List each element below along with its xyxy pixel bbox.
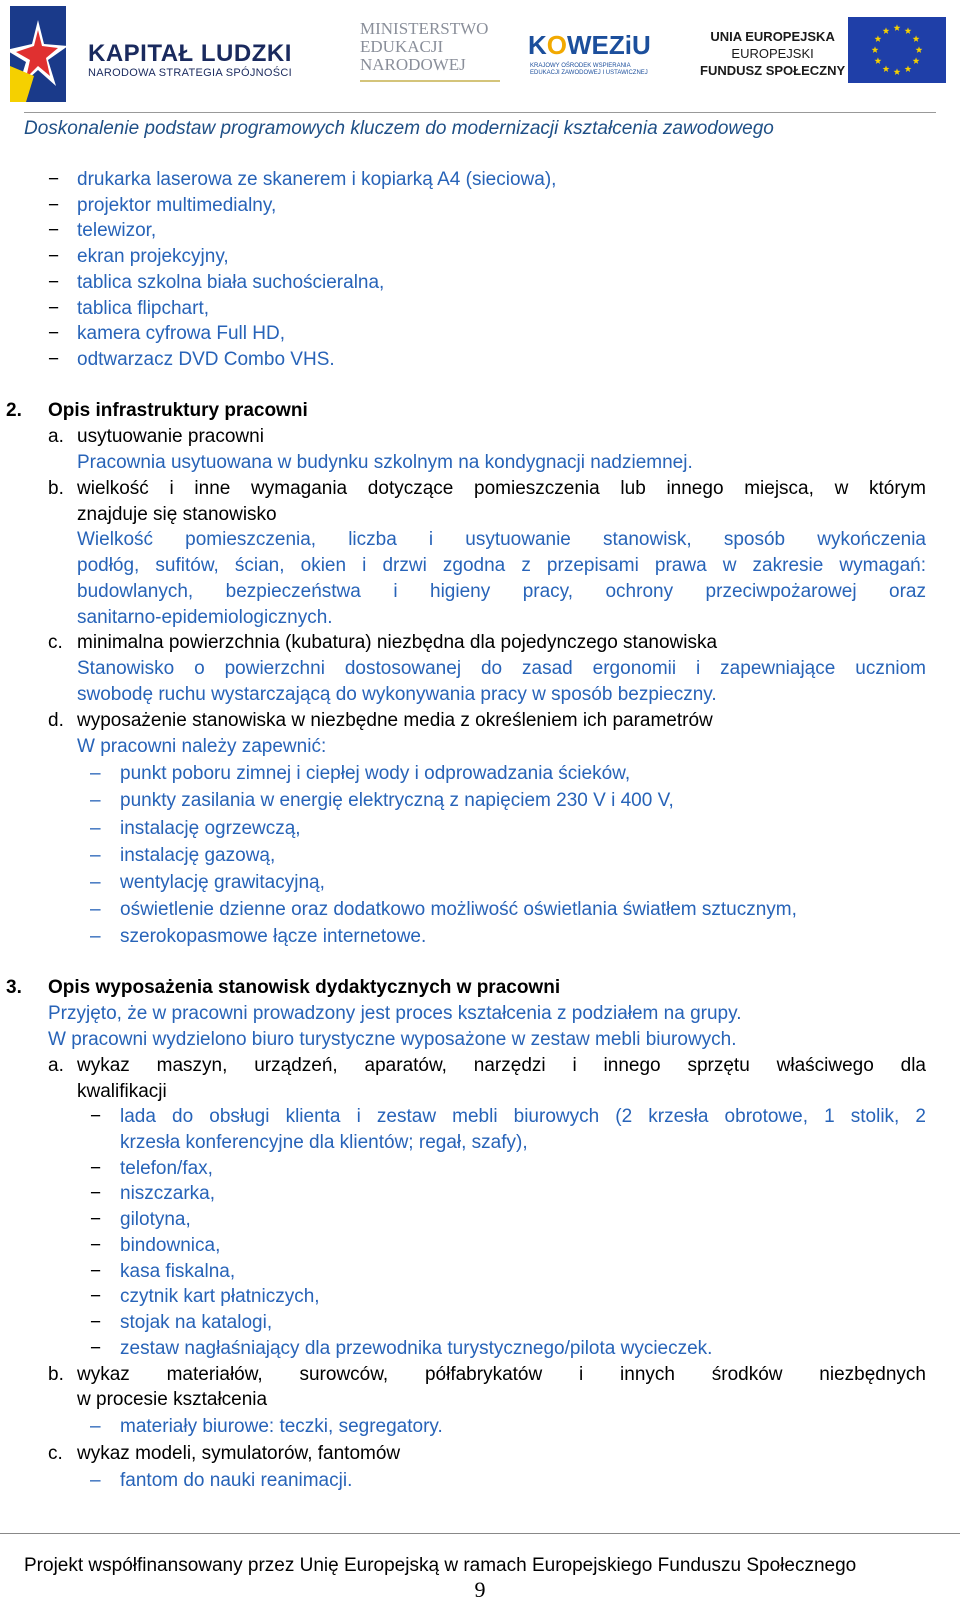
list-item: punkt poboru zimnej i ciepłej wody i odprowadzania ścieków, xyxy=(120,763,631,784)
subsection-marker: c. xyxy=(48,632,63,653)
section-heading: Opis infrastruktury pracowni xyxy=(48,400,308,421)
subsection-title: kwalifikacji xyxy=(77,1081,167,1102)
body-line: W pracowni wydzielono biuro turystyczne wyposażone w zestaw mebli biurowych. xyxy=(48,1029,737,1050)
list-item: drukarka laserowa ze skanerem i kopiarką A4 (sieciowa), xyxy=(77,169,557,190)
subsection-marker: d. xyxy=(48,710,64,731)
list-dash: − xyxy=(90,1158,102,1179)
subsection-title: wyposażenie stanowiska w niezbędne media z określeniem ich parametrów xyxy=(77,710,713,731)
list-item: bindownica, xyxy=(120,1235,221,1256)
list-dash: – xyxy=(90,790,101,811)
subsection-title: w procesie kształcenia xyxy=(77,1389,268,1410)
ministry-logo-text xyxy=(360,20,488,74)
koweziu-subtitle xyxy=(530,63,648,77)
list-item: telewizor, xyxy=(77,220,157,241)
list-item: kamera cyfrowa Full HD, xyxy=(77,323,285,344)
subsection-marker: c. xyxy=(48,1443,63,1464)
list-dash: − xyxy=(90,1338,102,1359)
list-dash: – xyxy=(90,926,101,947)
list-item: kasa fiskalna, xyxy=(120,1261,236,1282)
list-dash: – xyxy=(90,845,101,866)
list-dash: − xyxy=(48,220,60,241)
list-dash: − xyxy=(90,1286,102,1307)
list-dash: – xyxy=(90,872,101,893)
page-number: 9 xyxy=(474,1577,486,1602)
list-item: materiały biurowe: teczki, segregatory. xyxy=(120,1416,443,1437)
list-dash: − xyxy=(48,349,60,370)
list-dash: − xyxy=(48,246,60,267)
list-item: zestaw nagłaśniający dla przewodnika turystycznego/pilota wycieczek. xyxy=(120,1338,713,1359)
list-item-continuation: krzesła konferencyjne dla klientów; regał, szafy), xyxy=(120,1132,528,1153)
list-item: projektor multimedialny, xyxy=(77,195,277,216)
list-item: czytnik kart płatniczych, xyxy=(120,1286,320,1307)
document-title: Doskonalenie podstaw programowych kluczem do modernizacji kształcenia zawodowego xyxy=(24,118,774,139)
list-dash: – xyxy=(90,763,101,784)
list-dash: − xyxy=(90,1312,102,1333)
ministry-logo-underline xyxy=(360,80,500,82)
eu-line: FUNDUSZ SPOŁECZNY xyxy=(700,63,846,78)
body-line: W pracowni należy zapewnić: xyxy=(77,736,327,757)
eu-line: UNIA EUROPEJSKA xyxy=(710,29,835,44)
subsection-title: usytuowanie pracowni xyxy=(77,426,264,447)
subsection-marker: b. xyxy=(48,1364,64,1385)
list-item: instalację gazową, xyxy=(120,845,276,866)
list-dash: − xyxy=(48,169,60,190)
footer-rule xyxy=(0,1533,960,1534)
section-number: 3. xyxy=(6,977,22,998)
list-item: lada do obsługi klienta i zestaw mebli biurowych (2 krzesła obrotowe, 1 stolik, 2 xyxy=(120,1106,926,1127)
list-dash: − xyxy=(90,1235,102,1256)
list-dash: − xyxy=(48,195,60,216)
list-dash: – xyxy=(90,1416,101,1437)
list-dash: − xyxy=(90,1261,102,1282)
footer-text: Projekt współfinansowany przez Unię Europejską w ramach Europejskiego Funduszu Społecznego xyxy=(24,1555,857,1576)
kapital-ludzki-star-logo xyxy=(6,6,70,102)
subsection-title: wykaz maszyn, urządzeń, aparatów, narzędzi i innego sprzętu właściwego dla xyxy=(77,1055,926,1076)
subsection-title: wykaz materiałów, surowców, półfabrykatów i innych środków niezbędnych xyxy=(77,1364,926,1385)
body-line: Wielkość pomieszczenia, liczba i usytuowanie stanowisk, sposób wykończenia xyxy=(77,529,926,550)
list-dash: − xyxy=(48,272,60,293)
list-item: odtwarzacz DVD Combo VHS. xyxy=(77,349,335,370)
koweziu-sun-letter: O xyxy=(546,30,568,60)
list-dash: – xyxy=(90,1470,101,1491)
ministry-line: EDUKACJI xyxy=(360,37,444,56)
body-line: Przyjęto, że w pracowni prowadzony jest proces kształcenia z podziałem na grupy. xyxy=(48,1003,742,1024)
list-item: niszczarka, xyxy=(120,1183,216,1204)
list-item: telefon/fax, xyxy=(120,1158,213,1179)
subsection-marker: a. xyxy=(48,1055,64,1076)
list-dash: – xyxy=(90,818,101,839)
list-item: fantom do nauki reanimacji. xyxy=(120,1470,353,1491)
list-item: punkty zasilania w energię elektryczną z napięciem 230 V i 400 V, xyxy=(120,790,674,811)
subsection-marker: b. xyxy=(48,478,64,499)
kapital-ludzki-title: KAPITAŁ LUDZKI xyxy=(88,40,292,67)
list-item: oświetlenie dzienne oraz dodatkowo możliwość oświetlania światłem sztucznym, xyxy=(120,899,797,920)
body-line: swobodę ruchu wystarczającą do wykonywania pracy w sposób bezpieczny. xyxy=(77,684,717,705)
list-item: instalację ogrzewczą, xyxy=(120,818,301,839)
koweziu-logo-text xyxy=(528,30,651,61)
list-item: gilotyna, xyxy=(120,1209,191,1230)
subsection-title: wielkość i inne wymagania dotyczące pomieszczenia lub innego miejsca, w którym xyxy=(77,478,926,499)
ministry-line: MINISTERSTWO xyxy=(360,19,489,38)
body-line: podłóg, sufitów, ścian, okien i drzwi zgodna z przepisami prawa w zakresie wymagań: xyxy=(77,555,926,576)
eu-fund-text xyxy=(700,28,845,79)
list-dash: − xyxy=(48,323,60,344)
ministry-line: NARODOWEJ xyxy=(360,55,466,74)
subsection-marker: a. xyxy=(48,426,64,447)
koweziu-sub-line: EDUKACJI ZAWODOWEJ I USTAWICZNEJ xyxy=(530,70,648,76)
logo-bar xyxy=(0,0,960,112)
list-item: wentylację grawitacyjną, xyxy=(120,872,325,893)
kapital-ludzki-subtitle: NARODOWA STRATEGIA SPÓJNOŚCI xyxy=(88,67,292,79)
body-paragraph: Pracownia usytuowana w budynku szkolnym na kondygnacji nadziemnej. xyxy=(77,452,693,473)
eu-line: EUROPEJSKI xyxy=(731,46,814,61)
body-line: Stanowisko o powierzchni dostosowanej do zasad ergonomii i zapewniające uczniom xyxy=(77,658,926,679)
header-rule xyxy=(24,112,936,113)
subsection-title: minimalna powierzchnia (kubatura) niezbędna dla pojedynczego stanowiska xyxy=(77,632,718,653)
eu-flag-icon xyxy=(848,17,946,83)
list-item: tablica szkolna biała suchościeralna, xyxy=(77,272,385,293)
koweziu-letter: K xyxy=(528,30,547,60)
body-line: sanitarno-epidemiologicznych. xyxy=(77,607,333,628)
body-line: budowlanych, bezpieczeństwa i higieny pracy, ochrony przeciwpożarowej oraz xyxy=(77,581,926,602)
section-heading: Opis wyposażenia stanowisk dydaktycznych w pracowni xyxy=(48,977,561,998)
koweziu-sub-line: KRAJOWY OŚRODEK WSPIERANIA xyxy=(530,63,631,69)
subsection-title: wykaz modeli, symulatorów, fantomów xyxy=(77,1443,401,1464)
list-item: tablica flipchart, xyxy=(77,298,210,319)
list-item: szerokopasmowe łącze internetowe. xyxy=(120,926,427,947)
list-dash: − xyxy=(90,1209,102,1230)
list-dash: − xyxy=(90,1106,102,1127)
list-dash: − xyxy=(48,298,60,319)
koweziu-letters: WEZiU xyxy=(567,30,651,60)
list-dash: − xyxy=(90,1183,102,1204)
subsection-title: znajduje się stanowisko xyxy=(77,504,277,525)
list-dash: – xyxy=(90,899,101,920)
section-number: 2. xyxy=(6,400,22,421)
list-item: ekran projekcyjny, xyxy=(77,246,229,267)
list-item: stojak na katalogi, xyxy=(120,1312,273,1333)
